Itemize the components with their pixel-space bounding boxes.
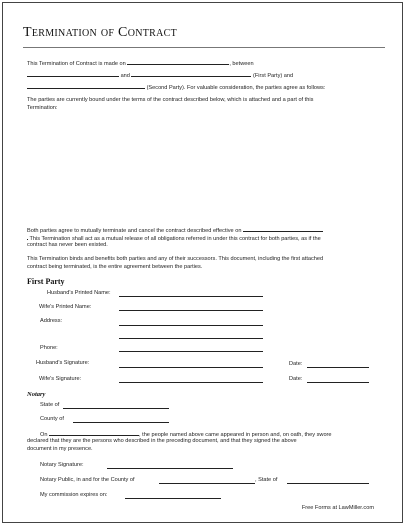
terminate-line-4: This Termination binds and benefits both parties and any of their successors. This document, including the first attached [27, 256, 324, 262]
intro-line-1 [27, 59, 387, 68]
date-line-2[interactable] [307, 382, 369, 383]
wifes-signature-line[interactable] [119, 382, 263, 383]
state-of-line[interactable] [63, 408, 169, 409]
terminate-line-5: contract being terminated, is the entire agreement between the parties. [27, 264, 203, 270]
notary-state-label: , State of [255, 477, 278, 483]
document-page [2, 2, 403, 523]
title-divider [23, 47, 385, 48]
address-label: Address: [40, 318, 63, 324]
intro-text: and [120, 73, 130, 79]
terminate-line-3: contract has never been existed. [27, 242, 108, 248]
spacer [27, 234, 28, 240]
second-party-name-blank[interactable] [27, 83, 145, 89]
husbands-printed-name-label: Husband's Printed Name: [47, 290, 111, 296]
notary-state-line[interactable] [287, 483, 369, 484]
intro-line-2 [27, 71, 387, 80]
intro-line-3 [27, 83, 387, 92]
commission-line[interactable] [125, 498, 221, 499]
intro-text: , between [229, 61, 254, 67]
intro-text: (First Party) and [253, 73, 294, 79]
notary-signature-line[interactable] [107, 468, 233, 469]
intro-text: This Termination of Contract is made on [27, 61, 126, 67]
date-line-1[interactable] [307, 367, 369, 368]
date-label-1: Date: [289, 361, 303, 367]
county-of-line[interactable] [73, 422, 169, 423]
notary-text: , the people named above came appeared in person and, on oath, they swore [139, 432, 332, 438]
notary-public-label: Notary Public, in and for the County of [40, 477, 135, 483]
phone-line[interactable] [119, 351, 263, 352]
address-line-1[interactable] [119, 325, 263, 326]
intro-line-5: Termination: [27, 105, 58, 111]
footer-source: Free Forms at LawMiller.com [301, 505, 374, 511]
notary-text: On [40, 432, 48, 438]
wifes-printed-name-label: Wife's Printed Name: [39, 304, 92, 310]
commission-label: My commission expires on: [40, 492, 108, 498]
notary-date-blank[interactable] [49, 430, 139, 436]
intro-text: (Second Party). For valuable consideration, the parties agree as follows: [146, 85, 326, 91]
contract-date-blank[interactable] [127, 59, 229, 65]
notary-body-line-3: document in my presence. [27, 446, 93, 452]
husbands-signature-line[interactable] [119, 367, 263, 368]
notary-heading: Notary [27, 391, 46, 398]
terminate-text: This Termination shall act as a mutual release of all obligations referred in under this contract for both parties, as if the [29, 236, 321, 242]
county-of-label: County of [40, 416, 64, 422]
terminate-text: Both parties agree to mutually terminate and cancel the contract described effective on [27, 228, 242, 234]
effective-date-blank[interactable] [243, 226, 323, 232]
husbands-signature-label: Husband's Signature: [36, 360, 90, 366]
notary-county-line[interactable] [159, 483, 255, 484]
intro-line-4: The parties are currently bound under the terms of the contract described below, which is attached and a part of this [27, 97, 314, 103]
first-party-heading: First Party [27, 277, 65, 286]
first-party-name-blank[interactable] [27, 71, 119, 77]
husbands-printed-name-line[interactable] [119, 296, 263, 297]
notary-signature-label: Notary Signature: [40, 462, 84, 468]
phone-label: Phone: [40, 345, 58, 351]
date-label-2: Date: [289, 376, 303, 382]
wifes-signature-label: Wife's Signature: [39, 376, 82, 382]
document-title: Termination of Contract [23, 25, 178, 40]
state-of-label: State of [40, 402, 60, 408]
wifes-printed-name-line[interactable] [119, 310, 263, 311]
address-line-2[interactable] [119, 338, 263, 339]
first-party-name-2-blank[interactable] [131, 71, 251, 77]
notary-body-line-2: declared that they are the persons who described in the preceding document, and that they signed the above [27, 438, 297, 444]
